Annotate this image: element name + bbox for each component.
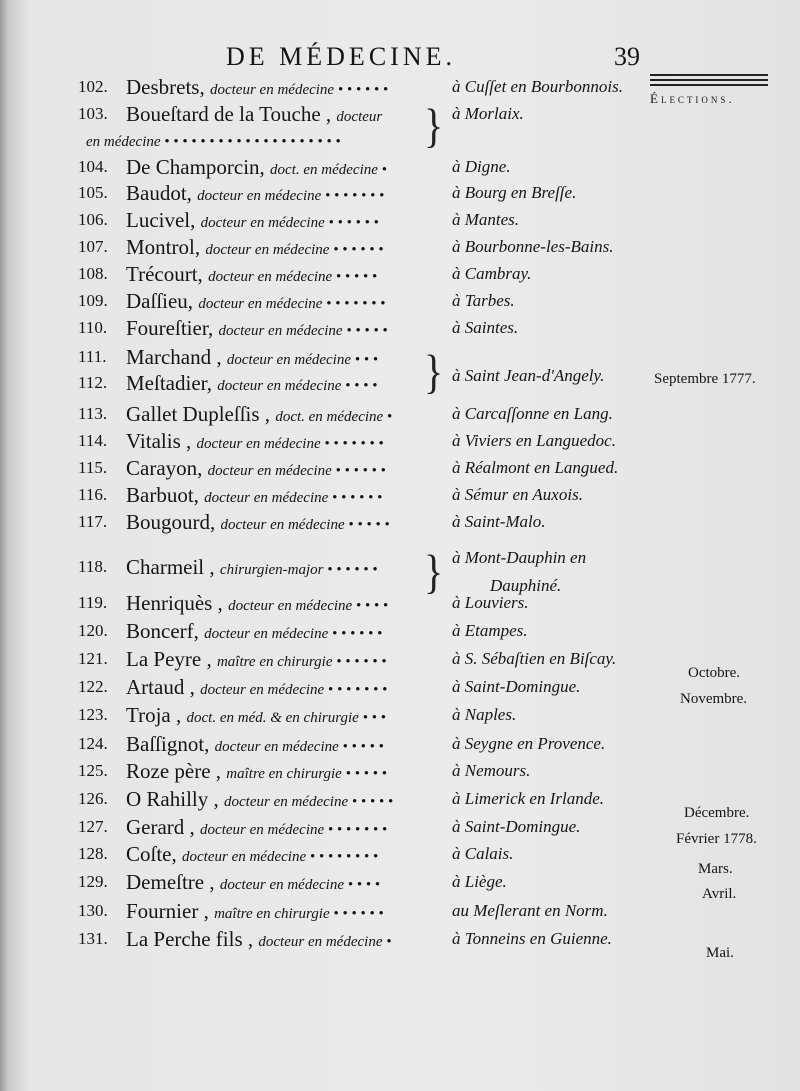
entry-qualification: maître en chirurgie • • • • • • [216,654,387,670]
entry-place: à Cambray. [452,264,532,283]
sidebar-rule-mid [650,79,768,81]
entry-number: 131. [78,929,108,948]
entry-qualification: docteur en médecine • • • • • • • [200,822,388,838]
entry-name [126,401,392,430]
entry-row [78,234,658,260]
entry-number: 120. [78,621,108,640]
sidebar-rule-bottom [650,84,768,86]
entry-person: Trécourt, [126,262,203,286]
entry-number: 127. [78,817,108,836]
entry-qualification: docteur en médecine • [258,934,392,950]
entry-number: 104. [78,157,108,176]
entry-place: à Bourbonne-les-Bains. [452,237,614,256]
entry-name [126,841,378,870]
entry-118-place-line1: à Mont-Dauphin en [452,548,587,567]
entry-qualification: docteur en médecine • • • • • [220,517,390,533]
entry-118-place-line2: Dauphiné. [490,576,562,595]
entry-person: Fournier , [126,899,209,923]
date-121: Octobre. [688,665,741,681]
entry-number: 126. [78,789,108,808]
entry-person: Boueſtard de la Touche , [126,102,332,126]
entry-name [126,758,387,787]
entry-person: Boncerf, [126,619,199,643]
entry-qualification: docteur en médecine • • • • • • [204,626,383,642]
entry-name [126,509,390,538]
entry-qualification: docteur en médecine • • • • • [208,269,378,285]
entry-person: Carayon, [126,456,203,480]
entry-person: Desbrets, [126,75,205,99]
entry-name [126,554,378,583]
entry-row [78,786,658,812]
date-128: Mars. [698,861,733,877]
entry-person: La Peyre , [126,647,212,671]
entry-person: Charmeil , [126,555,215,579]
entry-row [78,288,658,314]
entry-place: à Nemours. [452,761,531,780]
entry-row [78,401,658,427]
entry-name [126,482,382,511]
entry-name [126,101,382,130]
entry-name [126,261,377,290]
entry-qualification: docteur en médecine • • • • • • [204,490,383,506]
entry-person: Barbuot, [126,483,199,507]
entry-place: à Digne. [452,157,511,176]
entry-place: à Tonneins en Guienne. [452,929,612,948]
entry-qualification: maître en chirurgie • • • • • • [214,906,384,922]
entry-place: à Viviers en Languedoc. [452,431,616,450]
entry-qualification: docteur en médecine • • • • [217,378,378,394]
entry-103-continuation: en médecine • • • • • • • • • • • • • • • • • • • • [86,134,341,150]
entry-number: 105. [78,183,108,202]
entry-number: 123. [78,705,108,724]
entry-number: 118. [78,557,108,576]
entry-number: 106. [78,210,108,229]
entry-name [126,731,384,760]
entry-name [126,370,377,399]
entry-place: à Sémur en Auxois. [452,485,583,504]
entry-row [78,482,658,508]
entry-place: à Réalmont en Langued. [452,458,619,477]
entry-person: Coſte, [126,842,177,866]
entry-place: à Carcaſſonne en Lang. [452,404,613,423]
entry-qualification: docteur en médecine • • • • • • • [196,436,384,452]
entry-name [126,207,379,236]
entry-number: 128. [78,844,108,863]
entry-place: à Saint-Malo. [452,512,546,531]
entry-place: à Saintes. [452,318,519,337]
entry-person: Bougourd, [126,510,216,534]
entry-row [78,590,658,616]
page-number: 39 [614,42,640,71]
entry-number: 129. [78,872,108,891]
entry-qualification: doct. en médecine • [275,409,393,425]
entry-row [78,261,658,287]
entry-name [126,674,387,703]
entry-name [126,428,384,457]
entry-person: Gallet Dupleſſis , [126,402,271,426]
entry-row [78,898,658,924]
entry-qualification: docteur en médecine • • • • [219,877,380,893]
entry-place: à Saint-Domingue. [452,677,581,696]
date-111: Septembre 1777. [654,371,756,387]
entry-name [126,288,385,317]
entry-name [126,154,387,183]
sidebar-rule-top [650,74,768,76]
entry-person: Vitalis , [126,429,192,453]
entry-row [78,869,658,895]
entry-name [126,234,383,263]
entry-qualification: docteur en médecine • • • • • [214,739,384,755]
entry-number: 107. [78,237,108,256]
entry-qualification: docteur [336,109,383,125]
entry-place: à Cuſſet en Bourbonnois. [452,77,623,96]
entry-row [78,758,658,784]
sidebar-title: Élections. [650,91,735,106]
entry-row [78,731,658,757]
entry-number: 108. [78,264,108,283]
entry-person: Daſſieu, [126,289,194,313]
entry-name [126,618,382,647]
entry-name [126,926,392,955]
entry-name [126,344,378,373]
entry-person: Marchand , [126,345,222,369]
running-head: DE MÉDECINE. [226,42,456,71]
entry-number: 122. [78,677,108,696]
entry-number: 110. [78,318,108,337]
entry-place: à Louviers. [452,593,529,612]
entry-person: Henriquès , [126,591,223,615]
entry-person: Foureſtier, [126,316,214,340]
entry-number: 125. [78,761,108,780]
entry-person: Roze père , [126,759,222,783]
entry-place: à Morlaix. [452,104,524,123]
entry-person: Troja , [126,703,182,727]
entry-name [126,590,388,619]
entry-name [126,180,384,209]
entry-row [78,101,658,127]
entry-qualification: docteur en médecine • • • • • • [200,215,379,231]
entry-qualification: docteur en médecine • • • • • • [207,463,386,479]
entry-person: Demeſtre , [126,870,215,894]
entry-place: à Naples. [452,705,517,724]
entry-number: 121. [78,649,108,668]
entry-number: 130. [78,901,108,920]
entry-number: 115. [78,458,108,477]
entry-row [78,841,658,867]
entry-name [126,869,380,898]
entry-qualification: docteur en médecine • • • • • • • [198,296,386,312]
entry-qualification: docteur en médecine • • • • • [218,323,388,339]
entry-place: au Meſlerant en Norm. [452,901,608,920]
entry-row [78,646,658,672]
entry-row [78,315,658,341]
entry-place: à Bourg en Breſſe. [452,183,577,202]
entry-qualification: docteur en médecine • • • [226,352,379,368]
entry-name [126,315,388,344]
entry-qualification: chirurgien-major • • • • • • [219,562,378,578]
date-126: Décembre. [684,805,750,821]
entry-row [78,207,658,233]
entry-number: 117. [78,512,108,531]
date-131: Mai. [706,945,734,961]
entry-name [126,646,387,675]
entry-number: 102. [78,77,108,96]
entry-person: Baudot, [126,181,192,205]
entry-qualification: docteur en médecine • • • • • • • • [182,849,379,865]
entry-qualification: doct. en médecine • [270,162,387,178]
entry-place: à Seygne en Provence. [452,734,606,753]
entry-qualification: docteur en médecine • • • • [228,598,389,614]
entry-person: Lucivel, [126,208,196,232]
date-129: Avril. [702,886,737,902]
entry-person: Artaud , [126,675,195,699]
entry-qualification: docteur en médecine • • • • • • • [200,682,388,698]
entry-name [126,702,386,731]
entry-name [126,455,386,484]
entry-number: 112. [78,373,108,392]
page-header [226,40,706,74]
entry-row [78,509,658,535]
entry-name [126,814,387,843]
date-122: Novembre. [680,691,748,707]
entry-qualification: maître en chirurgie • • • • • [226,766,387,782]
brace-111-112: } [424,344,444,399]
entry-place: à Mantes. [452,210,520,229]
entry-number: 114. [78,431,108,450]
entry-place: à Calais. [452,844,514,863]
entry-row [78,674,658,700]
entry-111-112-place: à Saint Jean-d'Angely. [452,366,605,385]
entry-row [78,180,658,206]
entry-name [126,786,393,815]
entry-place: à Tarbes. [452,291,515,310]
brace-103: } [424,98,444,153]
entry-number: 116. [78,485,108,504]
entry-place: à Etampes. [452,621,528,640]
entry-row [78,154,658,180]
entry-place: à S. Sébaſtien en Biſcay. [452,649,617,668]
entry-name [126,898,384,927]
entry-row [78,455,658,481]
entry-number: 111. [78,347,107,366]
entry-person: Meſtadier, [126,371,213,395]
entry-name [126,74,388,103]
entry-row [78,428,658,454]
entry-person: O Rahilly , [126,787,219,811]
entry-place: à Limerick en Irlande. [452,789,605,808]
entry-number: 103. [78,104,108,123]
entry-qualification: doct. en méd. & en chirurgie • • • [186,710,386,726]
brace-118: } [424,544,444,599]
entry-qualification: docteur en médecine • • • • • • [209,82,389,98]
entry-qualification: docteur en médecine • • • • • • • [197,188,385,204]
entry-row [78,74,658,100]
entry-place: à Saint-Domingue. [452,817,581,836]
entry-person: De Champorcin, [126,155,265,179]
entry-row [78,702,658,728]
entry-qualification: docteur en médecine • • • • • [224,794,394,810]
entry-place: à Liège. [452,872,507,891]
entry-person: La Perche fils , [126,927,254,951]
date-127: Février 1778. [676,831,757,847]
entry-row [78,618,658,644]
entry-number: 109. [78,291,108,310]
entry-number: 113. [78,404,108,423]
entry-person: Montrol, [126,235,201,259]
entry-person: Gerard , [126,815,195,839]
entry-number: 119. [78,593,108,612]
entry-number: 124. [78,734,108,753]
entry-qualification: docteur en médecine • • • • • • [205,242,384,258]
entry-row [78,814,658,840]
entry-row [78,926,658,952]
entry-person: Baſſignot, [126,732,210,756]
